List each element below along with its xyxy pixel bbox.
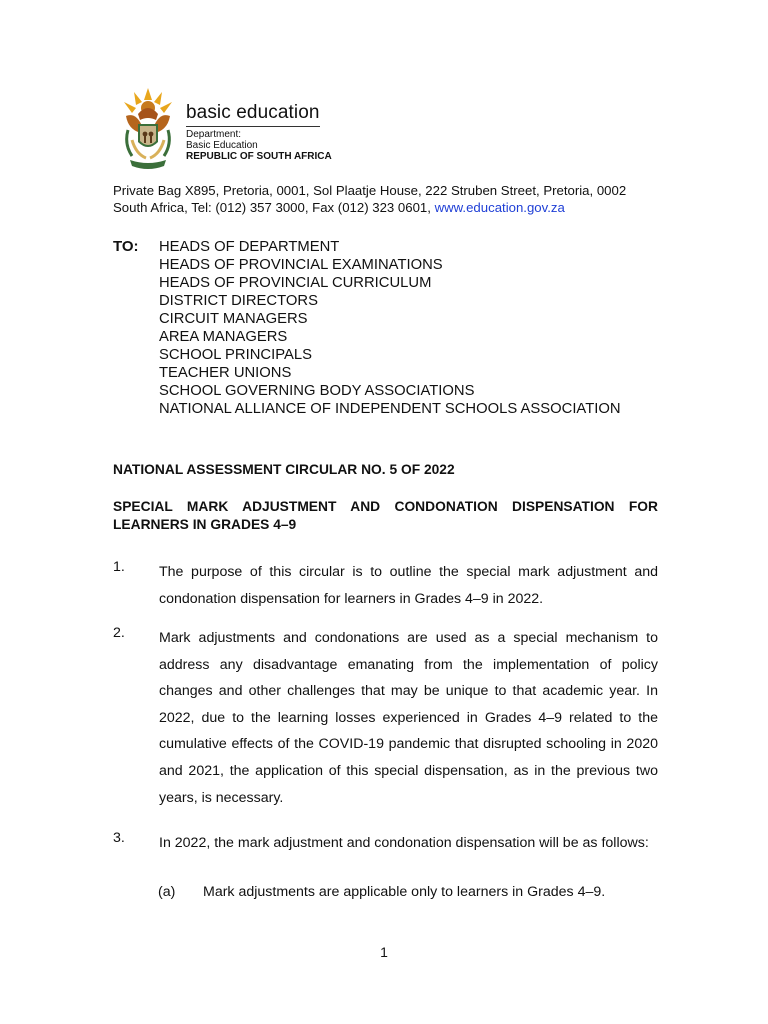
recipient-item: CIRCUIT MANAGERS — [159, 311, 308, 327]
recipient-item: HEADS OF PROVINCIAL EXAMINATIONS — [159, 257, 443, 273]
recipient-list — [159, 238, 621, 418]
brand-department-name: Basic Education — [186, 140, 258, 151]
address-block — [113, 182, 653, 216]
address-text: Private Bag X895, Pretoria, 0001, Sol Plaatje House, 222 Struben Street, Pretoria, 0002 South Africa, Tel: (012) 357 3000, Fax (012) 323 0601, — [113, 183, 627, 215]
paragraph-text: In 2022, the mark adjustment and condonation dispensation will be as follows: — [159, 835, 649, 851]
recipient-item: HEADS OF PROVINCIAL CURRICULUM — [159, 275, 432, 291]
paragraph-text: The purpose of this circular is to outline the special mark adjustment and condonation dispensation for learners in Grades 4–9 in 2022. — [159, 564, 658, 607]
circular-subject: SPECIAL MARK ADJUSTMENT AND CONDONATION DISPENSATION FOR LEARNERS IN GRADES 4–9 — [113, 499, 658, 532]
recipient-item: TEACHER UNIONS — [159, 365, 292, 381]
website-link[interactable]: www.education.gov.za — [434, 200, 565, 215]
recipient-item: SCHOOL GOVERNING BODY ASSOCIATIONS — [159, 383, 475, 399]
brand-country: REPUBLIC OF SOUTH AFRICA — [186, 151, 332, 162]
paragraph-number: 1. — [113, 559, 125, 575]
recipient-item: HEADS OF DEPARTMENT — [159, 239, 340, 255]
recipient-item: DISTRICT DIRECTORS — [159, 293, 318, 309]
brand-department-label: Department: — [186, 129, 242, 140]
to-label: TO: — [113, 238, 139, 255]
paragraph-number: 2. — [113, 625, 125, 641]
brand-divider — [186, 126, 320, 127]
paragraph-text: Mark adjustments and condonations are used as a special mechanism to address any disadvantage emanating from the implementation of policy changes and other challenges that may be unique to that academic year. In 2022, due to the learning losses experienced in Grades 4–9 related to the cumulative effects of the COVID-19 pandemic that disrupted schooling in 2020 and 2021, the application of this special dispensation, as in the previous two years, is necessary. — [159, 630, 658, 806]
circular-number: NATIONAL ASSESSMENT CIRCULAR NO. 5 OF 2022 — [113, 462, 455, 477]
brand-title: basic education — [186, 102, 320, 123]
recipient-item: AREA MANAGERS — [159, 329, 288, 345]
coat-of-arms-logo — [116, 86, 180, 172]
sub-item-label: (a) — [158, 884, 176, 900]
paragraph-number: 3. — [113, 830, 125, 846]
page-number: 1 — [380, 944, 388, 960]
sub-item-text: Mark adjustments are applicable only to learners in Grades 4–9. — [203, 884, 606, 900]
coat-of-arms-icon — [116, 86, 180, 172]
recipient-item: NATIONAL ALLIANCE OF INDEPENDENT SCHOOLS ASSOCIATION — [159, 401, 621, 417]
recipient-item: SCHOOL PRINCIPALS — [159, 347, 312, 363]
